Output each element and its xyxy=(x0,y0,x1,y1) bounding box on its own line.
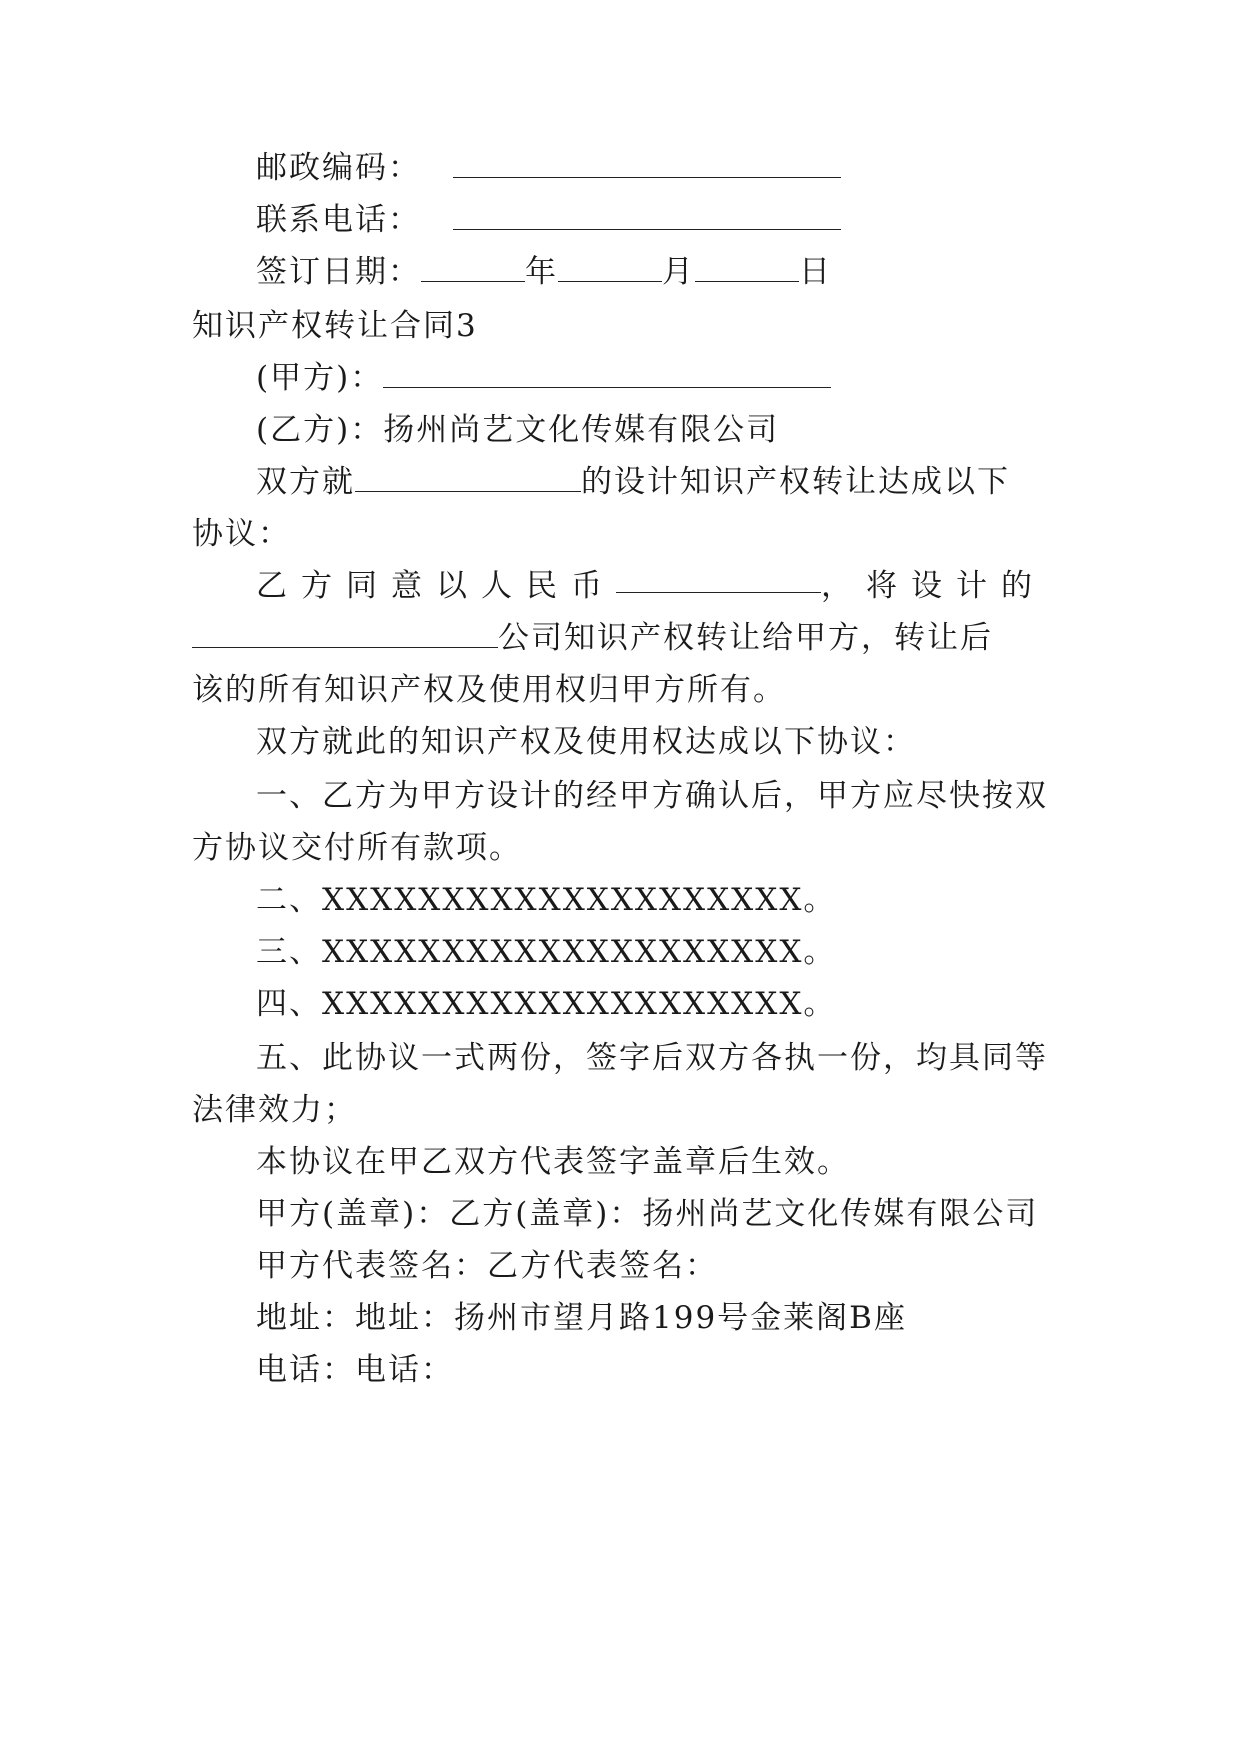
clause-5-line1: 五、此协议一式两份，签字后双方各执一份，均具同等 xyxy=(256,1040,1048,1076)
party-a-label: (甲方)： xyxy=(256,360,384,396)
contact-phone-row xyxy=(256,200,1116,240)
clause-5-line2: 法律效力； xyxy=(192,1092,357,1128)
intro-prefix: 双方就 xyxy=(256,464,355,500)
day-label: 日 xyxy=(799,254,832,290)
year-label: 年 xyxy=(525,254,558,290)
para1-part1: 乙方同意以人民币 xyxy=(256,568,616,604)
clause-2: 二、XXXXXXXXXXXXXXXXXXXX。 xyxy=(256,882,837,918)
address-line: 地址：地址：扬州市望月路199号金莱阁B座 xyxy=(256,1300,907,1336)
effective-statement: 本协议在甲乙双方代表签字盖章后生效。 xyxy=(256,1144,850,1180)
year-blank xyxy=(421,255,525,282)
para1-line3: 该的所有知识产权及使用权归甲方所有。 xyxy=(192,672,786,708)
sign-date-label: 签订日期： xyxy=(256,254,421,290)
intro-cont: 协议： xyxy=(192,516,291,552)
para2: 双方就此的知识产权及使用权达成以下协议： xyxy=(256,724,916,760)
intro-line xyxy=(256,462,1116,502)
party-a-row xyxy=(256,358,1116,398)
postal-code-blank xyxy=(453,151,841,178)
party-b-row: (乙方)：扬州尚艺文化传媒有限公司 xyxy=(256,412,780,448)
signers-line: 甲方代表签名：乙方代表签名： xyxy=(256,1248,718,1284)
para1-line1 xyxy=(256,566,1046,606)
para1-line2 xyxy=(192,618,1052,658)
phone-line: 电话：电话： xyxy=(256,1352,454,1388)
month-blank xyxy=(558,255,662,282)
postal-code-row xyxy=(256,148,1116,188)
rmb-amount-blank xyxy=(616,566,821,593)
contact-phone-label: 联系电话： xyxy=(256,202,421,238)
para1-part2: ，将设计的 xyxy=(821,568,1046,604)
clause-1-line1: 一、乙方为甲方设计的经甲方确认后，甲方应尽快按双 xyxy=(256,778,1048,814)
sign-date-row xyxy=(256,252,1116,292)
day-blank xyxy=(695,255,799,282)
contract-title: 知识产权转让合同3 xyxy=(192,308,478,344)
company-blank xyxy=(192,621,498,648)
clause-4: 四、XXXXXXXXXXXXXXXXXXXX。 xyxy=(256,986,837,1022)
contact-phone-blank xyxy=(453,203,841,230)
clause-1-line2: 方协议交付所有款项。 xyxy=(192,830,522,866)
party-a-blank xyxy=(383,361,831,388)
clause-3: 三、XXXXXXXXXXXXXXXXXXXX。 xyxy=(256,934,837,970)
seal-line: 甲方(盖章)：乙方(盖章)：扬州尚艺文化传媒有限公司 xyxy=(256,1196,1039,1232)
intro-blank xyxy=(355,465,581,492)
para1-line2-text: 公司知识产权转让给甲方，转让后 xyxy=(498,620,993,656)
postal-code-label: 邮政编码： xyxy=(256,150,421,186)
month-label: 月 xyxy=(662,254,695,290)
intro-suffix: 的设计知识产权转让达成以下 xyxy=(581,464,1010,500)
